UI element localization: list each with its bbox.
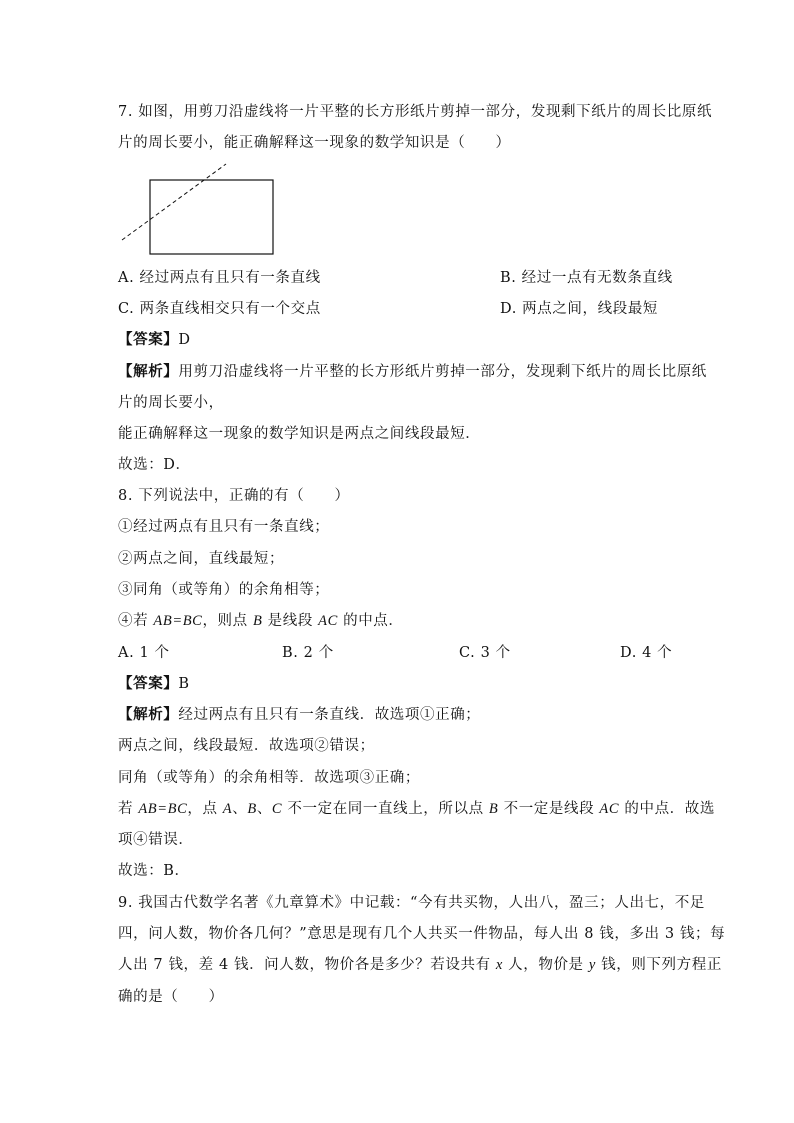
- text: 、: [256, 801, 272, 817]
- q7-option-b: B. 经过一点有无数条直线: [500, 270, 673, 286]
- text: 、: [232, 801, 248, 817]
- q8-analysis-line5: 项④错误．: [118, 832, 194, 848]
- math-a: A: [222, 801, 233, 817]
- analysis-tag: 【解析】: [118, 363, 179, 380]
- q7-option-d: D. 两点之间，线段最短: [500, 301, 659, 317]
- dashed-cut-line: [122, 164, 226, 240]
- q7-answer: [118, 330, 191, 350]
- analysis-text: 经过两点有且只有一条直线．故选项①正确；: [178, 707, 481, 723]
- math-y: y: [588, 957, 596, 973]
- math-b: B: [252, 613, 263, 629]
- text: 是线段: [262, 613, 319, 629]
- text: 人出 7 钱，差 4 钱．问人数，物价各是多少？若设共有: [118, 957, 496, 973]
- q8-option-d: D. 4 个: [620, 645, 673, 661]
- q8-statement-4: [118, 611, 404, 631]
- math-ab-bc: AB=BC: [153, 613, 203, 629]
- math-x: x: [495, 957, 503, 973]
- q7-analysis-line1: [118, 362, 707, 382]
- text: 的中点．故选: [619, 801, 715, 817]
- text: 人，物价是: [502, 957, 589, 973]
- text: 若: [118, 801, 139, 817]
- q8-option-c: C. 3 个: [459, 645, 511, 661]
- q8-analysis-line1: [118, 705, 480, 725]
- math-b: B: [247, 801, 257, 817]
- q9-stem-line3: [118, 955, 722, 975]
- answer-value: B: [178, 676, 190, 692]
- rectangle: [150, 180, 273, 254]
- q8-option-b: B. 2 个: [282, 645, 334, 661]
- q8-stem: 8. 下列说法中，正确的有（ ）: [118, 488, 350, 504]
- q8-answer: [118, 674, 190, 694]
- q8-analysis-line4: [118, 799, 715, 819]
- text: ④若: [118, 613, 154, 629]
- math-ac: AC: [599, 801, 620, 817]
- math-c: C: [271, 801, 283, 817]
- q7-analysis-line2: 片的周长要小，: [118, 395, 224, 411]
- q8-statement-3: ③同角（或等角）的余角相等；: [118, 582, 330, 598]
- q7-option-a: A. 经过两点有且只有一条直线: [118, 270, 321, 286]
- q8-statement-2: ②两点之间，直线最短；: [118, 551, 285, 567]
- q9-stem-line1: 9. 我国古代数学名著《九章算术》中记载：“今有共买物，人出八，盈三；人出七，不足: [118, 895, 705, 911]
- q8-choose: 故选：B．: [118, 863, 190, 879]
- math-ac: AC: [318, 613, 338, 629]
- q7-choose: 故选：D．: [118, 457, 191, 473]
- analysis-tag: 【解析】: [118, 706, 179, 723]
- analysis-text: 用剪刀沿虚线将一片平整的长方形纸片剪掉一部分，发现剩下纸片的周长比原纸: [178, 364, 707, 380]
- q8-option-a: A. 1 个: [118, 645, 170, 661]
- q8-analysis-line3: 同角（或等角）的余角相等．故选项③正确；: [118, 770, 420, 786]
- answer-value: D: [178, 332, 191, 348]
- text: 钱，则下列方程正: [595, 957, 722, 973]
- q7-stem-line1: 7. 如图，用剪刀沿虚线将一片平整的长方形纸片剪掉一部分，发现剩下纸片的周长比原纸: [118, 104, 713, 120]
- text: 的中点．: [337, 613, 404, 629]
- q7-stem-line2: 片的周长要小，能正确解释这一现象的数学知识是（ ）: [118, 135, 511, 151]
- math-ab-bc: AB=BC: [138, 801, 188, 817]
- q7-analysis-line3: 能正确解释这一现象的数学知识是两点之间线段最短．: [118, 426, 481, 442]
- text: 不一定是线段: [498, 801, 600, 817]
- q9-stem-line2: 四，问人数，物价各几何？”意思是现有几个人共买一件物品，每人出 8 钱，多出 3 钱；每: [118, 926, 726, 942]
- q8-statement-1: ①经过两点有且只有一条直线；: [118, 519, 330, 535]
- q8-analysis-line2: 两点之间，线段最短．故选项②错误；: [118, 738, 375, 754]
- q9-stem-line4: 确的是（ ）: [118, 989, 224, 1005]
- text: ，点: [187, 801, 223, 817]
- answer-tag: 【答案】: [118, 331, 179, 348]
- math-b: B: [488, 801, 499, 817]
- text: 不一定在同一直线上，所以点: [282, 801, 489, 817]
- text: ，则点: [202, 613, 253, 629]
- q7-option-c: C. 两条直线相交只有一个交点: [118, 301, 321, 317]
- answer-tag: 【答案】: [118, 675, 179, 692]
- rectangle-cut-figure: [118, 160, 288, 260]
